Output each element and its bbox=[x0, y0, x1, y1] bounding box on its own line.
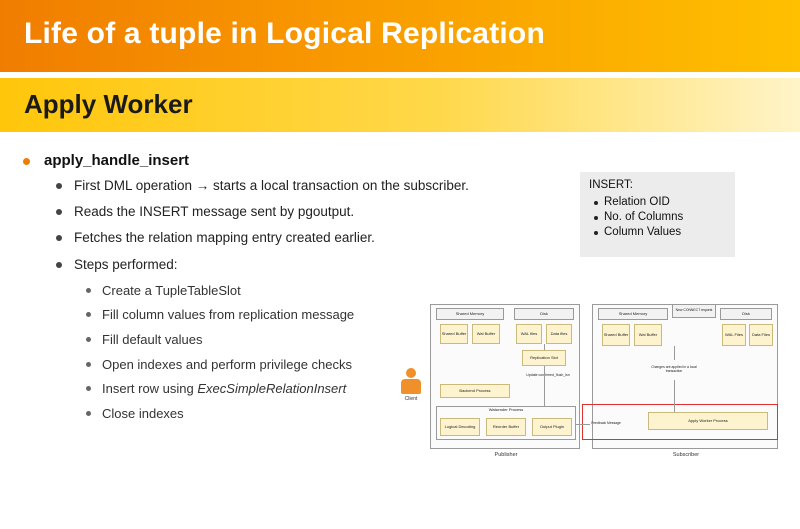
publisher-wal-buffer: Wal Buffer bbox=[472, 324, 500, 344]
publisher-walsender-label: Walsender Process bbox=[488, 406, 524, 412]
subscriber-slot-note: New CONNECT request bbox=[672, 304, 716, 318]
subscriber-feedback-message: Feedback Message bbox=[591, 421, 621, 426]
subscriber-data-files: Data Files bbox=[749, 324, 773, 346]
list-item: Column Values bbox=[604, 226, 683, 238]
publisher-data-files: Data files bbox=[546, 324, 572, 344]
architecture-diagram bbox=[396, 300, 788, 465]
subtitle-bar bbox=[0, 78, 800, 132]
client-label: Client bbox=[404, 396, 418, 402]
insert-box-list bbox=[590, 196, 683, 241]
publisher-output-plugin: Output Plugin bbox=[532, 418, 572, 436]
subscriber-apply-note: Changes are applied in a local transaction bbox=[651, 365, 697, 373]
subscriber-caption: Subscriber bbox=[672, 452, 700, 458]
subscriber-apply-worker-process: Apply Worker Process bbox=[648, 412, 768, 430]
bullet-level3: Create a TupleTableSlot bbox=[18, 283, 578, 299]
subscriber-shared-memory-label: Shared Memory bbox=[598, 308, 668, 320]
publisher-disk-label: Disk bbox=[514, 308, 574, 320]
bullet-level3-text: Insert row using bbox=[102, 381, 198, 397]
list-item: No. of Columns bbox=[604, 211, 684, 223]
diagram-connector bbox=[544, 366, 545, 406]
bullet-level3: Fill default values bbox=[18, 332, 578, 348]
subscriber-wal-buffer: Wal Buffer bbox=[634, 324, 662, 346]
publisher-logical-decoding: Logical Decoding bbox=[440, 418, 480, 436]
insert-box-title: INSERT: bbox=[589, 179, 633, 191]
client-head-shape bbox=[406, 368, 416, 378]
diagram-connector bbox=[674, 380, 675, 412]
list-item: Relation OID bbox=[604, 196, 683, 208]
client-body-shape bbox=[401, 379, 421, 394]
publisher-backend-process: Backend Process bbox=[440, 384, 510, 398]
client-icon bbox=[400, 368, 422, 404]
bullet-level2: Fetches the relation mapping entry created earlier. bbox=[18, 230, 578, 246]
publisher-shared-memory-label: Shared Memory bbox=[436, 308, 504, 320]
subscriber-wal-files: WAL Files bbox=[722, 324, 746, 346]
diagram-connector bbox=[544, 344, 545, 350]
bullet-level3: Open indexes and perform privilege checks bbox=[18, 357, 578, 373]
bullet-level3-emphasis: ExecSimpleRelationInsert bbox=[197, 381, 347, 397]
insert-info-box bbox=[580, 172, 735, 257]
bullet-level2: Steps performed: bbox=[18, 257, 578, 273]
publisher-reorder-buffer: Reorder Buffer bbox=[486, 418, 526, 436]
bullet-level3: Close indexes bbox=[18, 406, 578, 422]
publisher-wal-files: WAL files bbox=[516, 324, 542, 344]
publisher-caption: Publisher bbox=[494, 452, 518, 458]
diagram-connector bbox=[576, 424, 590, 425]
publisher-replication-slot: Replication Slot bbox=[522, 350, 566, 366]
subscriber-shared-buffer: Shared Buffer bbox=[602, 324, 630, 346]
publisher-update-note: Update confirmed_flush_lsn bbox=[526, 373, 570, 378]
bullet-level1: apply_handle_insert bbox=[18, 152, 578, 169]
subscriber-disk-label: Disk bbox=[720, 308, 772, 320]
title-bar bbox=[0, 0, 800, 72]
section-title: Apply Worker bbox=[24, 89, 193, 119]
diagram-connector bbox=[674, 346, 675, 360]
bullet-level3: Fill column values from replication message bbox=[18, 307, 578, 323]
bullet-level2: Reads the INSERT message sent by pgoutput. bbox=[18, 204, 578, 220]
bullet-level2: First DML operation → starts a local transaction on the subscriber. bbox=[18, 178, 578, 194]
page-title: Life of a tuple in Logical Replication bbox=[24, 17, 545, 50]
publisher-shared-buffer: Shared Buffer bbox=[440, 324, 468, 344]
